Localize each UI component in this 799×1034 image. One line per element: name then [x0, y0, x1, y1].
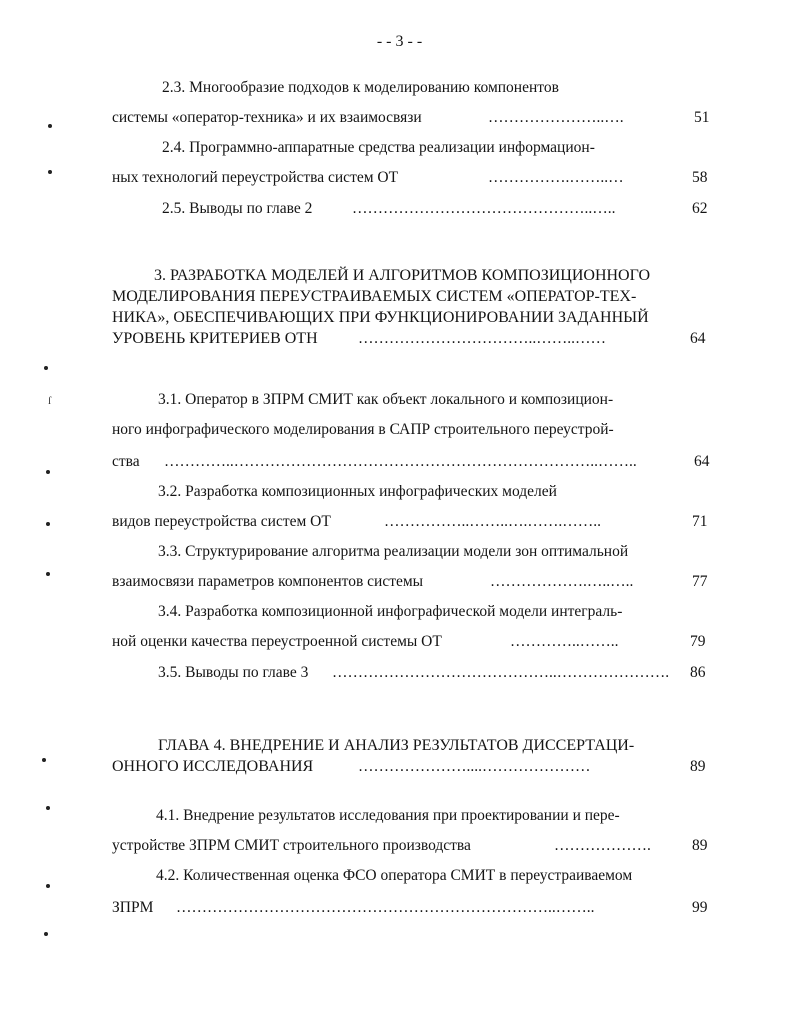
toc-entry-2-3-title: 2.3. Многообразие подходов к моделированию компонентов [162, 79, 559, 96]
toc-entry-4-1-title: 4.1. Внедрение результатов исследования при проектировании и пере- [156, 807, 620, 824]
toc-entry-3-4-title: 3.4. Разработка композиционной инфографической модели интеграль- [158, 603, 623, 620]
toc-entry-2-3-title-cont: системы «оператор-техника» и их взаимосвязи [112, 109, 422, 126]
toc-entry-2-5-title: 2.5. Выводы по главе 2 [162, 200, 313, 217]
toc-entry-4-2-title-cont: ЗПРМ [112, 899, 154, 916]
margin-mark: ſ [48, 395, 52, 407]
margin-mark [42, 758, 46, 762]
toc-entry-2-4-title: 2.4. Программно-аппаратные средства реализации информацион- [162, 139, 595, 156]
toc-chapter-3-title-cont-3: УРОВЕНЬ КРИТЕРИЕВ ОТН [112, 330, 318, 347]
toc-entry-3-5-title: 3.5. Выводы по главе 3 [158, 664, 309, 681]
toc-entry-2-5-leader: ………………………………………..….. [352, 200, 616, 217]
toc-entry-3-3-title-cont: взаимосвязи параметров компонентов системы [112, 573, 424, 590]
toc-chapter-3-page: 64 [690, 330, 706, 347]
toc-entry-3-1-title-cont-2: ства [112, 453, 140, 470]
toc-entry-4-2-leader: ………………………………………………………………..…….. [176, 899, 595, 916]
toc-chapter-3-title: 3. РАЗРАБОТКА МОДЕЛЕЙ И АЛГОРИТМОВ КОМПОЗИЦИОННОГО [154, 267, 651, 284]
toc-entry-3-2-leader: ……………..……..….…….…….. [384, 513, 601, 530]
toc-entry-4-1-leader: ………………. [554, 837, 651, 854]
toc-entry-3-1-leader: …………..……………………………………………………………..…….. [164, 453, 637, 470]
toc-chapter-4-title-cont: ОННОГО ИССЛЕДОВАНИЯ [112, 758, 314, 775]
toc-chapter-4-page: 89 [690, 758, 706, 775]
toc-entry-3-1-title: 3.1. Оператор в ЗПРМ СМИТ как объект локального и композицион- [158, 391, 614, 408]
toc-entry-4-2-page: 99 [692, 899, 708, 916]
toc-entry-2-4-page: 58 [692, 169, 708, 186]
toc-entry-3-5-leader: ……………………………………..…………………. [332, 664, 670, 681]
toc-chapter-4-title: ГЛАВА 4. ВНЕДРЕНИЕ И АНАЛИЗ РЕЗУЛЬТАТОВ ДИССЕРТАЦИ- [158, 737, 635, 754]
margin-mark [46, 470, 50, 474]
toc-entry-2-4-title-cont: ных технологий переустройства систем ОТ [112, 169, 399, 186]
margin-mark [48, 124, 52, 128]
toc-entry-3-2-page: 71 [692, 513, 708, 530]
toc-entry-3-4-leader: …………..…….. [510, 633, 619, 650]
toc-entry-3-4-title-cont: ной оценки качества переустроенной системы ОТ [112, 633, 442, 650]
toc-entry-3-1-title-cont-1: ного инфографического моделирования в САПР строительного переустрой- [112, 421, 614, 438]
margin-mark [48, 170, 52, 174]
toc-entry-3-3-title: 3.3. Структурирование алгоритма реализации модели зон оптимальной [158, 543, 629, 560]
toc-chapter-4-leader: …………………....………………… [358, 758, 591, 775]
toc-entry-2-3-leader: …………………..…. [488, 109, 624, 126]
toc-entry-3-1-page: 64 [694, 453, 710, 470]
margin-mark [46, 572, 50, 576]
margin-mark [46, 522, 50, 526]
toc-entry-2-3-page: 51 [694, 109, 710, 126]
toc-entry-4-1-title-cont: устройстве ЗПРМ СМИТ строительного производства [112, 837, 471, 854]
toc-entry-3-2-title: 3.2. Разработка композиционных инфографических моделей [158, 483, 557, 500]
margin-mark [46, 884, 50, 888]
toc-entry-3-5-page: 86 [690, 664, 706, 681]
toc-chapter-3-title-cont-2: НИКА», ОБЕСПЕЧИВАЮЩИХ ПРИ ФУНКЦИОНИРОВАНИИ ЗАДАННЫЙ [112, 309, 649, 326]
toc-entry-4-1-page: 89 [692, 837, 708, 854]
toc-entry-3-3-leader: ……………….…..….. [490, 573, 634, 590]
toc-entry-2-5-page: 62 [692, 200, 708, 217]
toc-chapter-3-title-cont-1: МОДЕЛИРОВАНИЯ ПЕРЕУСТРАИВАЕМЫХ СИСТЕМ «ОПЕРАТОР-ТЕХ- [112, 288, 637, 305]
page-number: - - 3 - - [376, 33, 423, 50]
toc-entry-3-4-page: 79 [690, 633, 706, 650]
toc-chapter-3-leader: ……………………………..……..…… [358, 330, 606, 347]
toc-entry-3-2-title-cont: видов переустройства систем ОТ [112, 513, 331, 530]
toc-entry-4-2-title: 4.2. Количественная оценка ФСО оператора СМИТ в переустраиваемом [156, 867, 633, 884]
toc-entry-2-4-leader: …………….……..… [488, 169, 624, 186]
margin-mark [44, 932, 48, 936]
margin-mark [46, 806, 50, 810]
toc-entry-3-3-page: 77 [692, 573, 708, 590]
margin-mark [44, 366, 48, 370]
